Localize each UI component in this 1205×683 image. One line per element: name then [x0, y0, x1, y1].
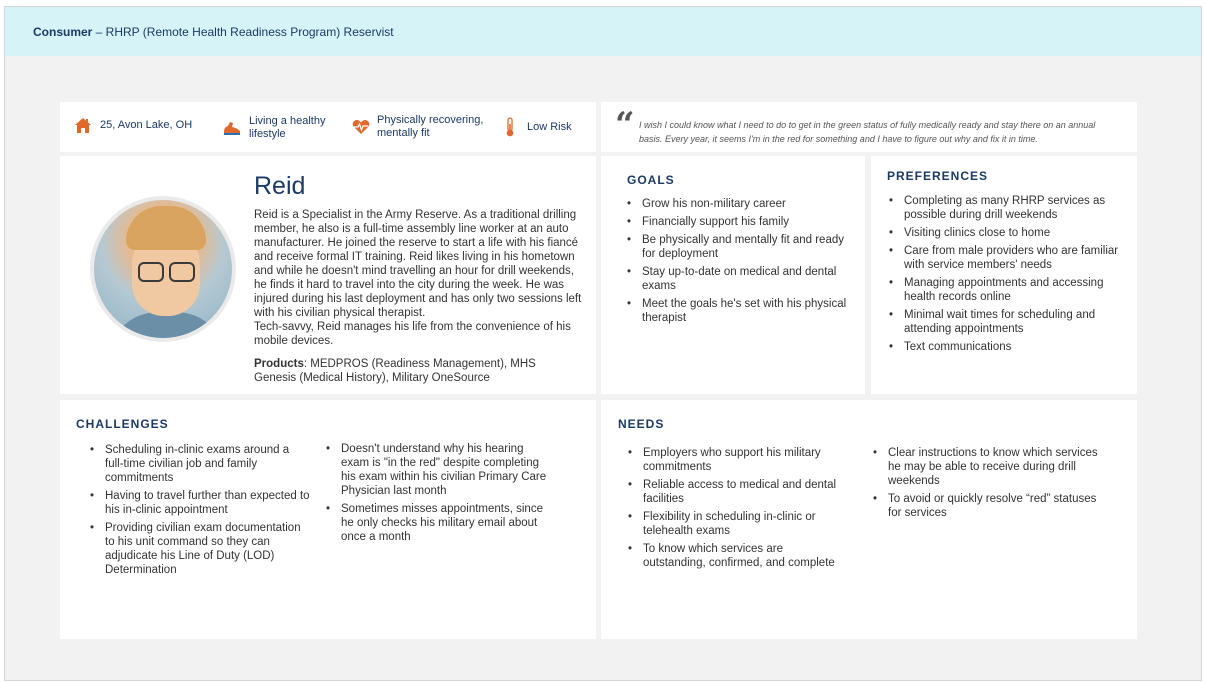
goals-title: GOALS: [627, 173, 675, 187]
persona-attributes-card: [60, 102, 596, 152]
list-item: • Stay up-to-date on medical and dental exams: [627, 265, 859, 293]
header-label: Consumer: [33, 25, 93, 39]
persona-name: Reid: [254, 172, 306, 200]
running-shoe-icon: [222, 118, 242, 138]
attribute-text: Living a healthy lifestyle: [249, 115, 326, 140]
goals-card: [601, 156, 865, 394]
attribute-text: Low Risk: [527, 120, 572, 133]
list-item: • Flexibility in scheduling in-clinic or telehealth exams: [628, 510, 838, 538]
list-item: • Meet the goals he's set with his physical therapist: [627, 297, 859, 325]
list-item: • To know which services are outstanding, confirmed, and complete: [628, 542, 838, 570]
needs-list-1: [628, 446, 838, 574]
avatar: [90, 196, 236, 342]
attribute-health: [352, 114, 492, 140]
attribute-risk: [500, 117, 590, 137]
persona-products: [254, 357, 564, 385]
persona-bio: [254, 208, 586, 348]
list-item: • Having to travel further than expected to his in-clinic appointment: [90, 489, 310, 517]
header-title: – RHRP (Remote Health Readiness Program) Reservist: [92, 25, 394, 39]
attribute-age-location: [73, 115, 208, 135]
needs-card: [601, 400, 1137, 639]
list-item: • Managing appointments and accessing health records online: [889, 276, 1131, 304]
attribute-lifestyle: [222, 115, 337, 141]
list-item: • Doesn't understand why his hearing exam is "in the red" despite completing his exam within his civilian Primary Care Physician last month: [326, 442, 551, 498]
attribute-text: 25, Avon Lake, OH: [100, 118, 193, 131]
preferences-title: PREFERENCES: [887, 169, 989, 183]
list-item: • Text communications: [889, 340, 1131, 354]
needs-title: NEEDS: [618, 417, 665, 431]
attribute-text: Physically recovering, mentally fit: [377, 114, 484, 139]
list-item: • Reliable access to medical and dental facilities: [628, 478, 838, 506]
challenges-list-2: [326, 442, 551, 548]
thermometer-icon: [500, 117, 520, 137]
products-text: : MEDPROS (Readiness Management), MHS Genesis (Medical History), Military OneSource: [254, 358, 536, 384]
list-item: • Clear instructions to know which services he may be able to receive during drill weekends: [873, 446, 1108, 488]
challenges-card: [60, 400, 596, 639]
quote-mark-icon: “: [615, 105, 635, 145]
list-item: • Employers who support his military commitments: [628, 446, 838, 474]
list-item: • Sometimes misses appointments, since he only checks his military email about once a month: [326, 502, 551, 544]
page-header: [5, 7, 1201, 56]
list-item: • Financially support his family: [627, 215, 859, 229]
bio-paragraph-2: Tech-savvy, Reid manages his life from the convenience of his mobile devices.: [254, 321, 571, 347]
list-item: • To avoid or quickly resolve “red” statuses for services: [873, 492, 1108, 520]
needs-list-2: [873, 446, 1108, 524]
products-label: Products: [254, 358, 304, 370]
quote-text: I wish I could know what I need to do to get in the green status of fully medically ready and stay there on an annual basis. Every year, it seems I'm in the red for something and I have to figure out why and fix it in time.: [639, 120, 1096, 144]
preferences-card: [871, 156, 1137, 394]
list-item: • Scheduling in-clinic exams around a full-time civilian job and family commitments: [90, 443, 310, 485]
list-item: • Care from male providers who are familiar with service members' needs: [889, 244, 1131, 272]
challenges-title: CHALLENGES: [76, 417, 169, 431]
house-icon: [73, 115, 93, 135]
heartbeat-icon: [352, 117, 370, 137]
list-item: • Grow his non-military career: [627, 197, 859, 211]
preferences-list: [889, 194, 1131, 358]
list-item: • Visiting clinics close to home: [889, 226, 1131, 240]
list-item: • Minimal wait times for scheduling and attending appointments: [889, 308, 1131, 336]
goals-list: [627, 197, 859, 329]
bio-paragraph: Reid is a Specialist in the Army Reserve. As a traditional drilling member, he also is a full-time assembly line worker at an auto manufacturer. He joined the reserve to start a life with his fiancé and receive formal IT training. Reid likes living in his hometown and while he doesn't mind travelling an hour for drill weekends, he finds it hard to travel into the city during the week. He was injured during his last deployment and has only two sessions left with his civilian physical therapist.: [254, 209, 582, 319]
list-item: • Be physically and mentally fit and ready for deployment: [627, 233, 859, 261]
challenges-list-1: [90, 443, 310, 581]
persona-quote-card: [601, 102, 1137, 152]
list-item: • Providing civilian exam documentation to his unit command so they can adjudicate his Line of Duty (LOD) Determination: [90, 521, 310, 577]
persona-profile-card: [60, 156, 596, 394]
list-item: • Completing as many RHRP services as possible during drill weekends: [889, 194, 1131, 222]
